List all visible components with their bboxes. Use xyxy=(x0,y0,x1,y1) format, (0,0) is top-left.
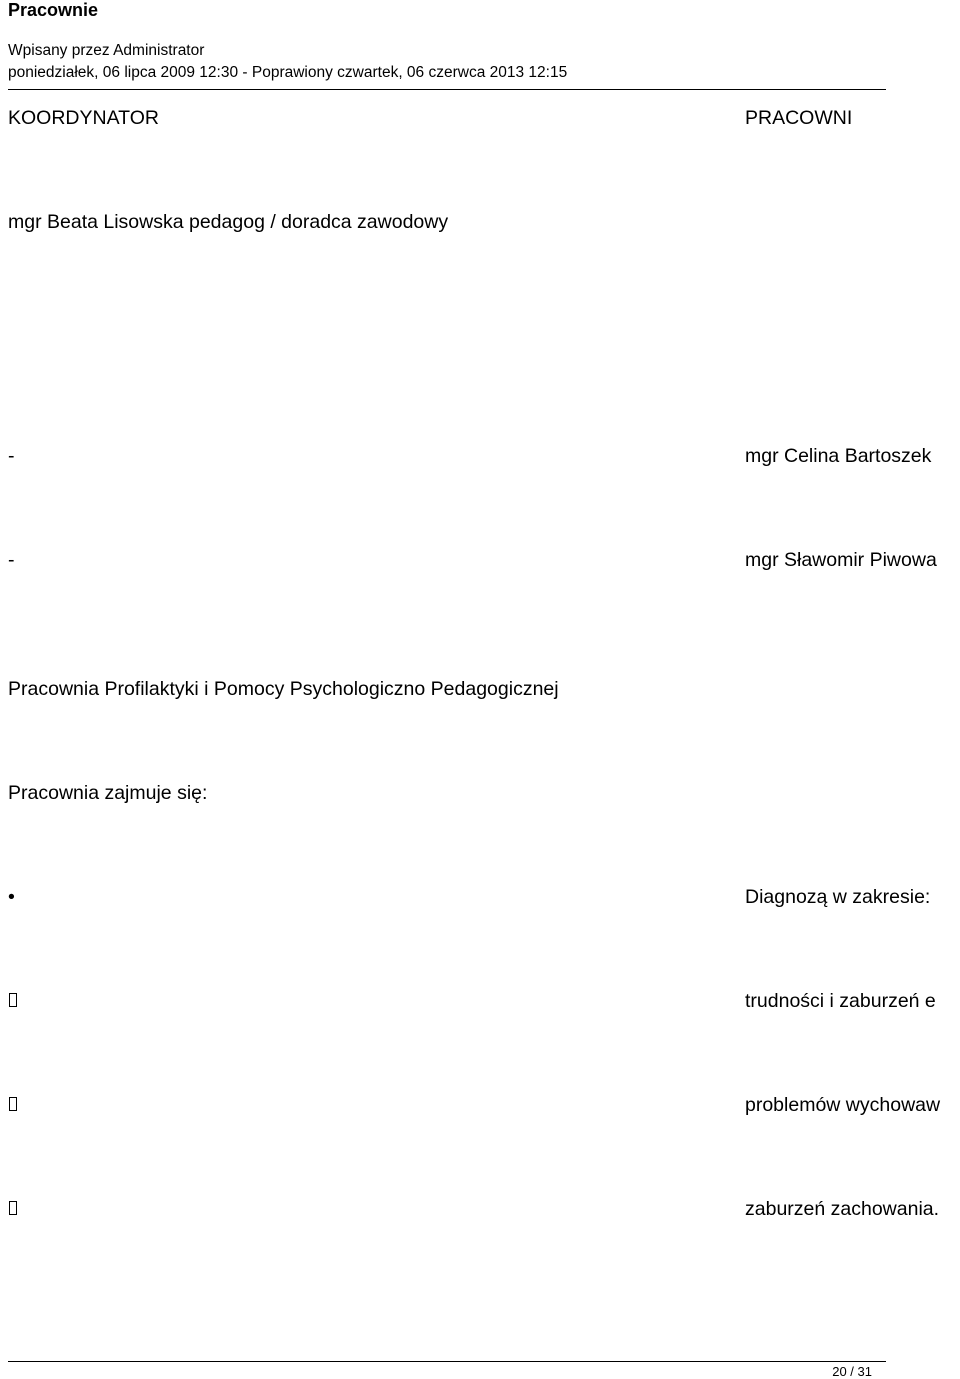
sub-item-text: problemów wychowaw xyxy=(745,1094,941,1116)
footer-divider xyxy=(8,1361,886,1362)
header-divider xyxy=(8,89,886,90)
member-name: mgr Celina Bartoszek xyxy=(745,445,932,467)
bullet-text: Diagnozą w zakresie: xyxy=(745,886,931,908)
checkbox-icon xyxy=(9,1201,17,1215)
checkbox-icon xyxy=(9,993,17,1007)
page-number: 20 / 31 xyxy=(832,1364,872,1379)
date-line: poniedziałek, 06 lipca 2009 12:30 - Poprawiony czwartek, 06 czerwca 2013 12:15 xyxy=(8,64,568,81)
member-dash: - xyxy=(8,549,15,571)
intro-text: Pracownia zajmuje się: xyxy=(8,782,208,804)
bullet-icon: • xyxy=(8,886,15,908)
sub-item-text: trudności i zaburzeń e xyxy=(745,990,936,1012)
page-title: Pracownie xyxy=(8,0,99,20)
section-title: Pracownia Profilaktyki i Pomocy Psychologiczno Pedagogicznej xyxy=(8,678,559,700)
member-name: mgr Sławomir Piwowa xyxy=(745,549,937,571)
column-header-workshop: PRACOWNI xyxy=(745,107,853,129)
member-dash: - xyxy=(8,445,15,467)
author-line: Wpisany przez Administrator xyxy=(8,42,205,59)
column-header-coordinator: KOORDYNATOR xyxy=(8,107,159,129)
sub-item-text: zaburzeń zachowania. xyxy=(745,1198,940,1220)
checkbox-icon xyxy=(9,1097,17,1111)
coordinator-name: mgr Beata Lisowska pedagog / doradca zawodowy xyxy=(8,211,449,233)
